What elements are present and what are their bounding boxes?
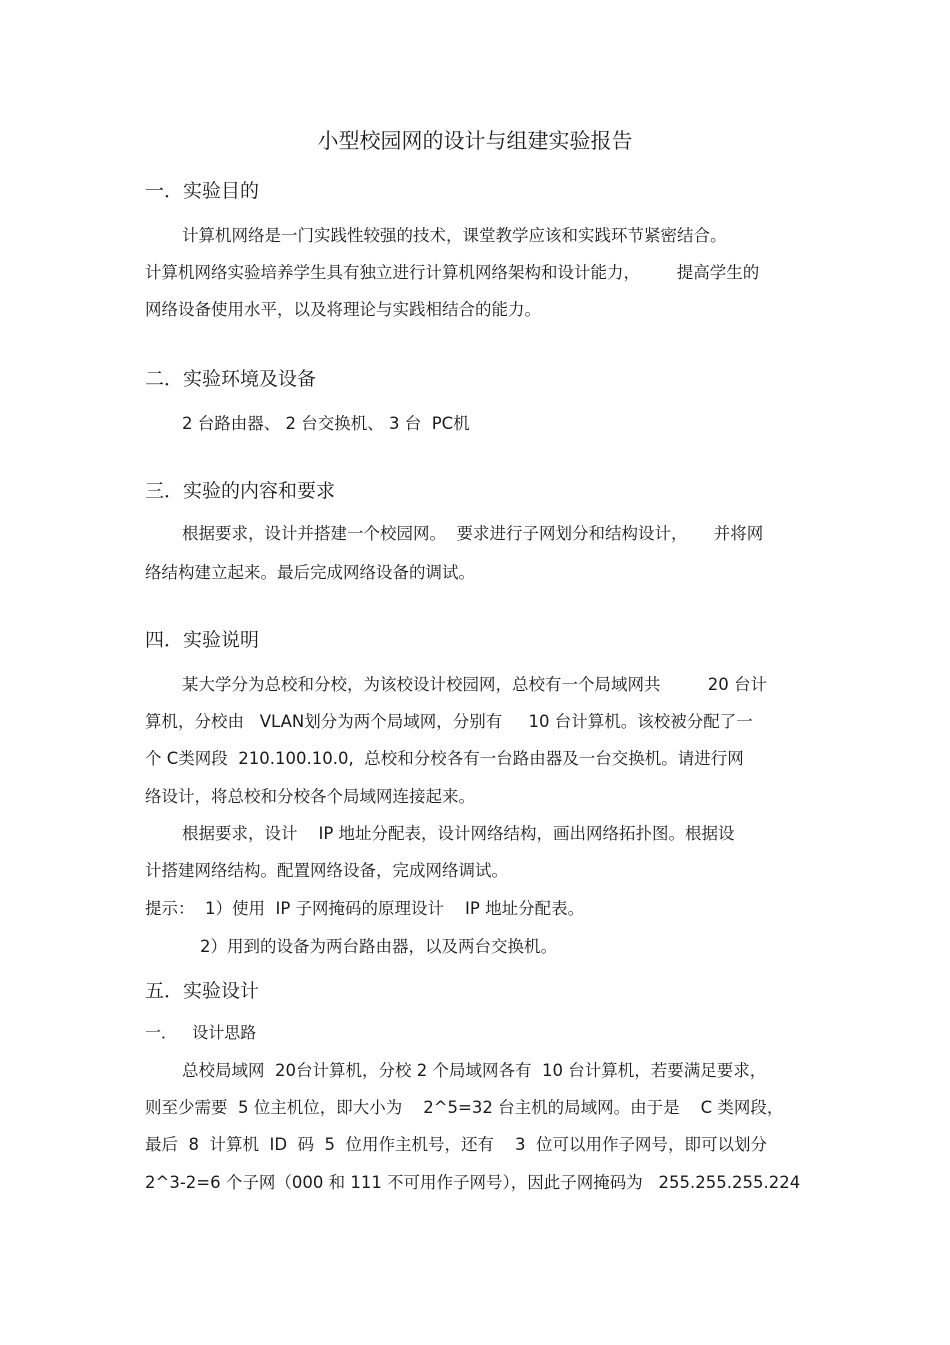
- paragraph-line: 某大学分为总校和分校，为该校设计校园网，总校有一个局域网共 20 台计: [182, 675, 767, 694]
- paragraph-line: 个 C类网段 210.100.10.0, 总校和分校各有一台路由器及一台交换机。请进行网: [145, 749, 744, 768]
- section-heading-environment: 二．实验环境及设备: [145, 368, 317, 390]
- paragraph-line: 络设计，将总校和分校各个局域网连接起来。: [145, 787, 475, 806]
- paragraph-line: 2 台路由器、 2 台交换机、 3 台 PC机: [182, 414, 470, 433]
- section-heading-purpose: 一．实验目的: [145, 180, 260, 202]
- section-heading-description: 四．实验说明: [145, 629, 260, 651]
- hint-line: 2）用到的设备为两台路由器，以及两台交换机。: [200, 937, 557, 956]
- paragraph-line: 计算机网络是一门实践性较强的技术，课堂教学应该和实践环节紧密结合。: [182, 226, 727, 245]
- paragraph-line: 总校局域网 20台计算机，分校 2 个局域网各有 10 台计算机，若要满足要求，: [182, 1061, 767, 1080]
- paragraph-line: 计算机网络实验培养学生具有独立进行计算机网络架构和设计能力， 提高学生的: [145, 263, 760, 282]
- paragraph-line: 算机，分校由 VLAN划分为两个局域网，分别有 10 台计算机。该校被分配了一: [145, 712, 753, 731]
- paragraph-line: 2^3-2=6 个子网（000 和 111 不可用作子网号），因此子网掩码为 255.255.255.224: [145, 1173, 801, 1192]
- section-heading-design: 五．实验设计: [145, 980, 260, 1002]
- page-title: 小型校园网的设计与组建实验报告: [317, 129, 633, 153]
- paragraph-line: 根据要求，设计 IP 地址分配表，设计网络结构，画出网络拓扑图。根据设: [182, 824, 735, 843]
- paragraph-line: 根据要求，设计并搭建一个校园网。 要求进行子网划分和结构设计， 并将网: [182, 524, 764, 543]
- paragraph-line: 最后 8 计算机 ID 码 5 位用作主机号，还有 3 位可以用作子网号，即可以划分: [145, 1135, 767, 1154]
- paragraph-line: 则至少需要 5 位主机位，即大小为 2^5=32 台主机的局域网。由于是 C 类网段，: [145, 1098, 784, 1117]
- paragraph-line: 网络设备使用水平，以及将理论与实践相结合的能力。: [145, 300, 541, 319]
- section-heading-content: 三．实验的内容和要求: [145, 480, 336, 502]
- subsection-heading: 一． 设计思路: [145, 1023, 257, 1042]
- hint-line: 提示： 1）使用 IP 子网掩码的原理设计 IP 地址分配表。: [145, 899, 585, 918]
- paragraph-line: 络结构建立起来。最后完成网络设备的调试。: [145, 563, 475, 582]
- paragraph-line: 计搭建网络结构。配置网络设备，完成网络调试。: [145, 861, 508, 880]
